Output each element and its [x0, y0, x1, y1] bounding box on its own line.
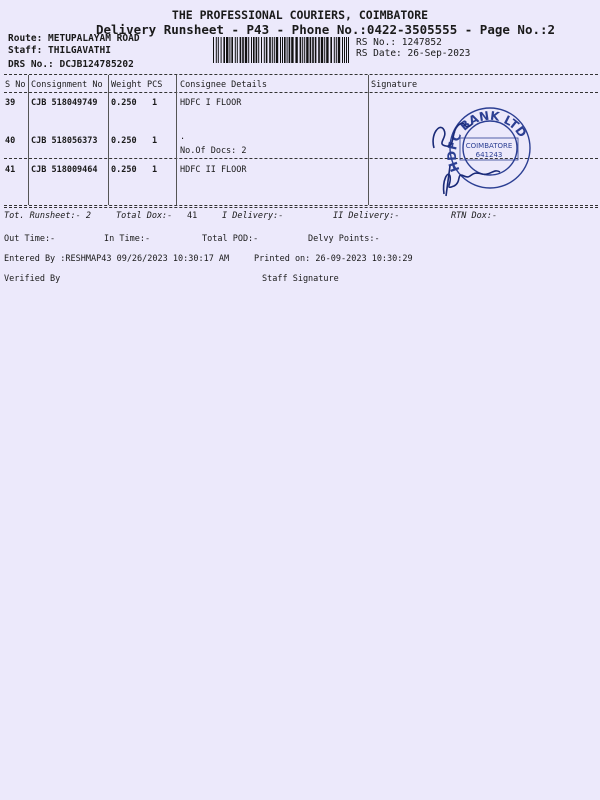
barcode-bar	[223, 37, 225, 63]
barcode-bar	[338, 37, 340, 63]
barcode-bar	[310, 37, 312, 63]
barcode-bar	[237, 37, 238, 63]
col-divider	[368, 75, 369, 205]
table-bottom-rule-2	[4, 207, 598, 208]
barcode-bar	[289, 37, 291, 63]
rtn-dox: RTN Dox:-	[451, 211, 498, 221]
col-header-weight: Weight	[111, 80, 142, 90]
barcode-bar	[226, 37, 228, 63]
col-header-consignment: Consignment No	[31, 80, 103, 90]
barcode-bar	[284, 37, 286, 63]
barcode-bar	[221, 37, 222, 63]
row-pcs: 1	[152, 136, 158, 146]
row-consignment: CJB 518056373	[31, 136, 98, 146]
barcode-bar	[231, 37, 233, 63]
barcode-bar	[336, 37, 337, 63]
barcode-bar	[326, 37, 328, 63]
total-dox-label: Total Dox:-	[116, 211, 173, 221]
barcode-bar	[272, 37, 273, 63]
barcode-bar	[251, 37, 252, 63]
row-sno: 40	[5, 136, 16, 146]
barcode-bar	[304, 37, 305, 63]
row-details: .	[180, 132, 186, 142]
barcode-bar	[274, 37, 275, 63]
barcode-bar	[342, 37, 343, 63]
route-label: Route: METUPALAYAM ROAD	[8, 33, 140, 44]
barcode-bar	[264, 37, 265, 63]
barcode-bar	[346, 37, 347, 63]
barcode-bar	[334, 37, 335, 63]
company-title: THE PROFESSIONAL COURIERS, COIMBATORE	[171, 8, 429, 22]
row-pcs: 1	[152, 165, 158, 175]
barcode-bar	[258, 37, 259, 63]
row-weight: 0.250	[111, 136, 137, 146]
barcode-bar	[256, 37, 258, 63]
barcode-bar	[276, 37, 278, 63]
table-bottom-rule	[4, 205, 598, 206]
barcode-bar	[218, 37, 219, 63]
row-consignment: CJB 518049749	[31, 98, 98, 108]
barcode-bar	[315, 37, 317, 63]
col-divider	[28, 75, 29, 205]
i-delivery: I Delivery:-	[222, 211, 284, 221]
table-top-rule	[4, 74, 598, 75]
row-details: HDFC I FLOOR	[180, 98, 242, 108]
tot-runsheet: Tot. Runsheet:- 2	[4, 211, 91, 221]
col-divider	[108, 75, 109, 205]
runsheet-subtitle: Delivery Runsheet - P43 - Phone No.:0422-3505555 - Page No.:2	[96, 22, 556, 37]
barcode-bar	[300, 37, 302, 63]
row-weight: 0.250	[111, 165, 137, 175]
barcode-bar	[321, 37, 323, 63]
barcode-bar	[240, 37, 242, 63]
in-time: In Time:-	[104, 234, 151, 244]
barcode-bar	[242, 37, 244, 63]
barcode-bar	[229, 37, 230, 63]
barcode-bar	[324, 37, 325, 63]
ii-delivery: II Delivery:-	[333, 211, 400, 221]
barcode-bar	[269, 37, 271, 63]
row-weight: 0.250	[111, 98, 137, 108]
rs-number: RS No.: 1247852	[356, 37, 442, 48]
barcode-bar	[261, 37, 262, 63]
barcode-image	[213, 37, 351, 63]
barcode-bar	[213, 37, 214, 63]
barcode-bar	[287, 37, 288, 63]
stamp-bank-name: HDFC BANK LTD	[444, 108, 530, 174]
barcode-bar	[253, 37, 255, 63]
col-header-signature: Signature	[371, 80, 418, 90]
row-pcs: 1	[152, 98, 158, 108]
col-header-sno: S No	[5, 80, 26, 90]
barcode-bar	[348, 37, 349, 63]
stamp-city: COIMBATORE	[465, 142, 513, 150]
row-consignment: CJB 518009464	[31, 165, 98, 175]
barcode-bar	[266, 37, 268, 63]
row-sno: 41	[5, 165, 16, 175]
delvy-points: Delvy Points:-	[308, 234, 380, 244]
drs-number: DRS No.: DCJB124785202	[8, 59, 134, 70]
barcode-bar	[295, 37, 297, 63]
barcode-bar	[235, 37, 236, 63]
staff-label: Staff: THILGAVATHI	[8, 45, 111, 56]
entered-by: Entered By :RESHMAP43 09/26/2023 10:30:17 AM	[4, 254, 230, 264]
barcode-bar	[318, 37, 320, 63]
col-header-pcs: PCS	[147, 80, 163, 90]
barcode-bar	[280, 37, 281, 63]
total-pod: Total POD:-	[202, 234, 259, 244]
barcode-bar	[248, 37, 249, 63]
col-divider	[176, 75, 177, 205]
barcode-bar	[282, 37, 283, 63]
row-sno: 39	[5, 98, 16, 108]
rs-date: RS Date: 26-Sep-2023	[356, 48, 471, 59]
barcode-bar	[291, 37, 293, 63]
verified-by: Verified By	[4, 274, 61, 284]
row-details: HDFC II FLOOR	[180, 165, 247, 175]
col-header-details: Consignee Details	[180, 80, 267, 90]
printed-on: Printed on: 26-09-2023 10:30:29	[254, 254, 413, 264]
stamp-pin: 641243	[475, 151, 503, 159]
row-doc-count: No.Of Docs: 2	[180, 146, 247, 156]
barcode-bar	[245, 37, 247, 63]
barcode-bar	[344, 37, 345, 63]
barcode-bar	[302, 37, 303, 63]
staff-signature: Staff Signature	[262, 274, 339, 284]
barcode-bar	[306, 37, 308, 63]
barcode-bar	[312, 37, 314, 63]
out-time: Out Time:-	[4, 234, 56, 244]
bank-stamp-image	[420, 100, 532, 198]
total-dox-value: 41	[187, 211, 198, 221]
table-header-rule	[4, 92, 598, 93]
barcode-bar	[330, 37, 332, 63]
barcode-bar	[216, 37, 217, 63]
